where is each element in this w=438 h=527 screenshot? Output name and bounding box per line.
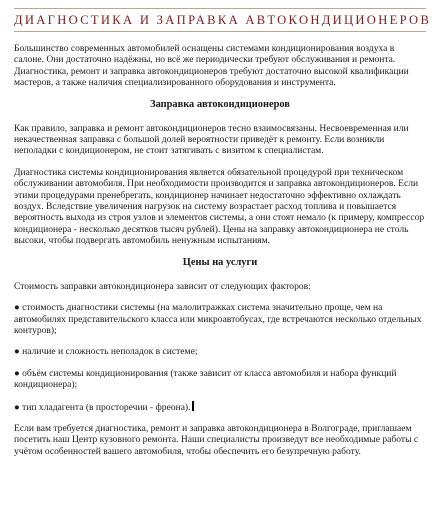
bullet-item-faults: ● наличие и сложность неполадок в системе; xyxy=(14,346,198,358)
prices-lead-paragraph: Стоимость заправки автокондиционера зависит от следующих факторов: xyxy=(14,280,311,292)
intro-paragraph: Большинство современных автомобилей оснащены системами кондиционирования воздуха в салоне. Они достаточно надёжны, но всё же периодически требуют обслуживания и ремонта. Диагностика, ремонт и заправка автокондиционеров требуют достаточно высокой квалификации мастеров, а также наличия специализированного оборудования и инструмента. xyxy=(14,43,409,89)
bullet-item-volume: ● объём системы кондиционирования (также зависит от класса автомобиля и набора функций кондиционера); xyxy=(14,367,397,391)
section-heading-refill: Заправка автокондиционеров xyxy=(150,98,290,110)
refill-paragraph-1: Как правило, заправка и ремонт автокондиционеров тесно взаимосвязаны. Несвоевременная или некачественная заправка с большой долей вероятности приведёт к ремонту. Если возникли неполадки с кондиционером, не стоит затягивать с визитом к специалистам. xyxy=(14,122,409,157)
text-cursor xyxy=(192,401,194,411)
bullet-item-diagnostics: ● стоимость диагностики системы (на малолитражках система значительно проще, чем на автомобилях представительского класса или микроавтобусах, где встречаются несколько отдельных контуров); xyxy=(14,302,422,336)
closing-paragraph: Если вам требуется диагностика, ремонт и заправка автокондиционера в Волгограде, приглашаем посетить наш Центр кузовного ремонта. Наши специалисты произведут все необходимые работы с учётом особенностей вашего автомобиля, чтобы обеспечить его безупречную работу. xyxy=(14,422,419,457)
document-page xyxy=(14,8,432,467)
refill-paragraph-2: Диагностика системы кондиционирования является обязательной процедурой при техническом обслуживании автомобиля. При необходимости производится и заправка автокондиционеров. Если этими процедурами пренебрегать, кондиционер начинает недостаточно эффективно охлаждать воздух. Вследствие увеличения нагрузок на систему возрастает расход топлива и повышается вероятность выхода из строя узлов и элементов системы, а они стоят немало (к примеру, компрессор кондиционера - несколько десятков тысяч рублей). Цены на заправку автокондиционера не столь высоки, чтобы подвергать автомобиль ненужным испытаниям. xyxy=(14,166,425,247)
title-bar xyxy=(14,8,432,32)
bullet-item-refrigerant[interactable] xyxy=(14,401,426,413)
section-heading-prices: Цены на услуги xyxy=(182,256,258,268)
page-title: ДИАГНОСТИКА И ЗАПРАВКА АВТОКОНДИЦИОНЕРОВ xyxy=(14,13,432,27)
bullet-item-refrigerant-text: ● тип хладагента (в просторечии - фреона). xyxy=(14,401,191,413)
